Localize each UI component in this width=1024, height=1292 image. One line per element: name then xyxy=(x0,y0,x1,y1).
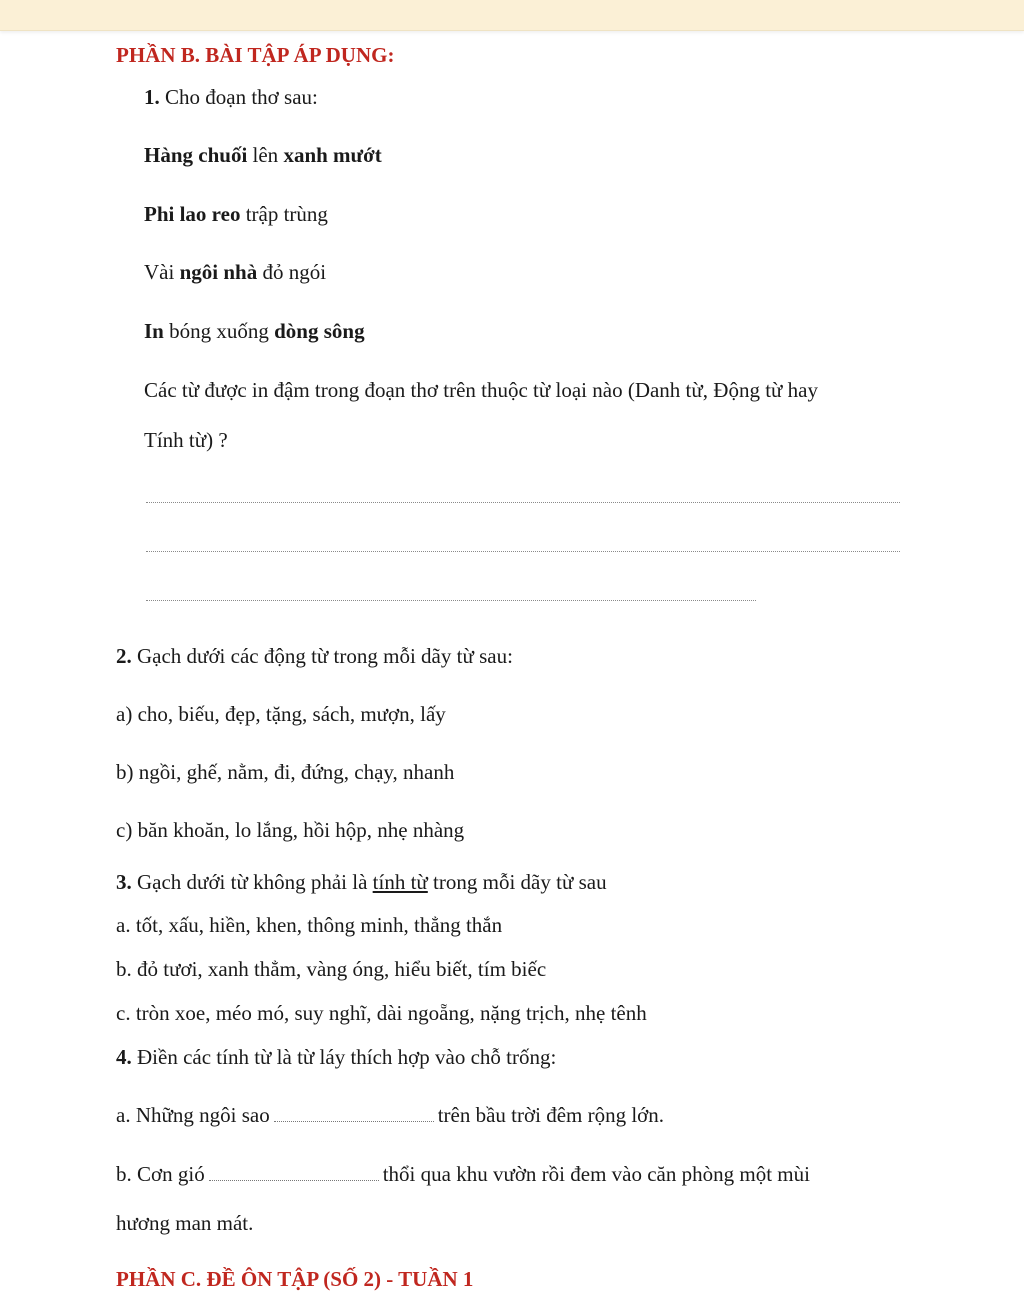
question-text: Điền các tính từ là từ láy thích hợp vào chỗ trống: xyxy=(137,1045,557,1069)
fill-in-item-b xyxy=(116,1161,810,1187)
question-number: 4. xyxy=(116,1045,132,1069)
list-item: b. đỏ tươi, xanh thẳm, vàng óng, hiểu biết, tím biếc xyxy=(116,957,547,981)
poem-line-1 xyxy=(144,142,382,168)
answer-line[interactable] xyxy=(146,551,900,552)
top-toolbar-bar xyxy=(0,0,1024,31)
question-text: Các từ được in đậm trong đoạn thơ trên thuộc từ loại nào (Danh từ, Động từ hay xyxy=(144,378,818,402)
section-title: PHẦN B. BÀI TẬP ÁP DỤNG: xyxy=(116,43,395,67)
poem-word: dòng sông xyxy=(274,319,365,343)
poem-line-2 xyxy=(144,201,328,227)
answer-line[interactable] xyxy=(146,600,756,601)
poem-word: ngôi nhà xyxy=(179,260,258,284)
question-2 xyxy=(116,643,513,669)
fill-text: trên bầu trời đêm rộng lớn. xyxy=(437,1103,665,1127)
list-item: c) băn khoăn, lo lắng, hồi hộp, nhẹ nhàng xyxy=(116,818,465,842)
fill-text: a. Những ngôi sao xyxy=(116,1103,270,1127)
fill-text: thổi qua khu vườn rồi đem vào căn phòng một mùi xyxy=(382,1162,810,1186)
question-text: Cho đoạn thơ sau: xyxy=(165,85,318,109)
fill-in-blank[interactable] xyxy=(209,1166,379,1181)
question-text: Tính từ) ? xyxy=(144,428,228,452)
poem-word: Vài xyxy=(144,260,180,284)
question-number: 1. xyxy=(144,85,160,109)
poem-word: trập trùng xyxy=(240,202,328,226)
fill-in-blank[interactable] xyxy=(274,1107,434,1122)
underlined-term: tính từ xyxy=(372,870,428,894)
poem-word: In xyxy=(144,319,164,343)
question-1 xyxy=(144,84,318,110)
list-item: b) ngồi, ghế, nằm, đi, đứng, chạy, nhanh xyxy=(116,760,455,784)
question-text: Gạch dưới từ không phải là xyxy=(137,870,373,894)
poem-line-3 xyxy=(144,259,326,285)
fill-in-item-a xyxy=(116,1102,664,1128)
list-item: a) cho, biếu, đẹp, tặng, sách, mượn, lấy xyxy=(116,702,446,726)
list-item: c. tròn xoe, méo mó, suy nghĩ, dài ngoẵng, nặng trịch, nhẹ tênh xyxy=(116,1001,647,1025)
poem-word: Hàng chuối xyxy=(144,143,248,167)
fill-text: b. Cơn gió xyxy=(116,1162,205,1186)
poem-word: lên xyxy=(247,143,284,167)
poem-word: đỏ ngói xyxy=(257,260,327,284)
list-item: a. tốt, xấu, hiền, khen, thông minh, thẳng thắn xyxy=(116,913,503,937)
question-text: trong mỗi dãy từ sau xyxy=(427,870,607,894)
answer-line[interactable] xyxy=(146,502,900,503)
question-4 xyxy=(116,1044,556,1070)
poem-word: xanh mướt xyxy=(283,143,382,167)
question-text: Gạch dưới các động từ trong mỗi dãy từ sau: xyxy=(137,644,513,668)
section-title: PHẦN C. ĐỀ ÔN TẬP (SỐ 2) - TUẦN 1 xyxy=(116,1267,474,1291)
question-3 xyxy=(116,869,607,895)
poem-line-4 xyxy=(144,318,365,344)
question-number: 3. xyxy=(116,870,132,894)
fill-text: hương man mát. xyxy=(116,1211,254,1235)
poem-word: Phi lao reo xyxy=(144,202,241,226)
poem-word: bóng xuống xyxy=(163,319,275,343)
question-number: 2. xyxy=(116,644,132,668)
